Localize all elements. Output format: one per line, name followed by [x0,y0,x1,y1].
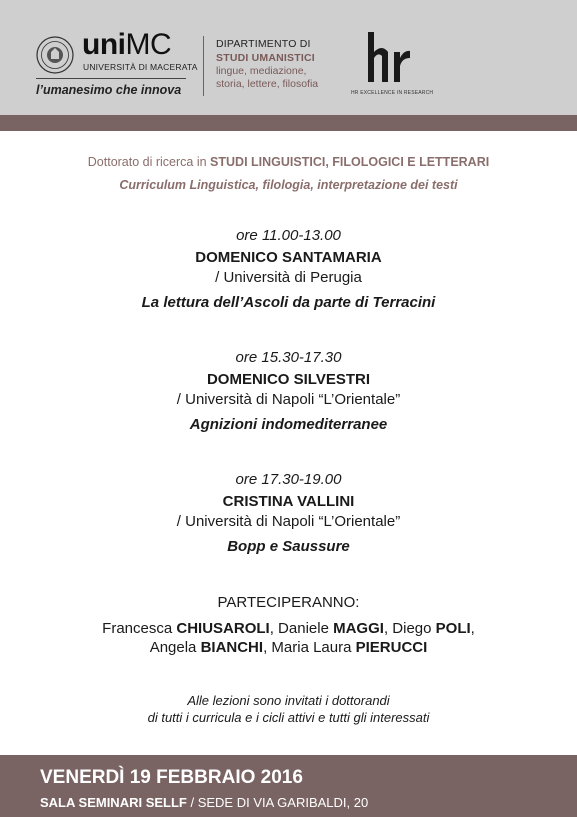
curriculum-title: Curriculum Linguistica, filologia, interpretazione dei testi [119,178,458,192]
speaker-affiliation: / Università di Perugia [215,269,362,286]
university-name: UNIVERSITÀ DI MACERATA [83,62,198,72]
department-name: STUDI UMANISTICI [216,52,315,64]
invitation-note-1: Alle lezioni sono invitati i dottorandi [187,693,390,708]
hr-excellence-logo-icon [362,30,414,86]
session-time: ore 15.30-17.30 [235,349,342,366]
lecture-title: La lettura dell’Ascoli da parte di Terracini [141,294,436,311]
accent-band [0,115,577,131]
speaker-name: CRISTINA VALLINI [222,493,355,510]
session-3 [0,469,577,562]
department-label: DIPARTIMENTO DI [216,38,311,50]
participants-line-2: Angela BIANCHI, Maria Laura PIERUCCI [149,639,428,656]
session-time: ore 17.30-19.00 [235,471,342,488]
invitation-note-2: di tutti i curricula e i cicli attivi e tutti gli interessati [147,710,430,725]
participants-heading: PARTECIPERANNO: [217,594,360,611]
program-title: Dottorato di ricerca in STUDI LINGUISTICI, FILOLOGICI E LETTERARI [87,155,490,169]
event-date: VENERDÌ 19 FEBBRAIO 2016 [40,767,303,788]
speaker-name: DOMENICO SILVESTRI [206,371,371,388]
participants-line-1: Francesca CHIUSAROLI, Daniele MAGGI, Diego POLI, [102,620,475,637]
session-1 [0,225,577,318]
session-time: ore 11.00-13.00 [236,227,341,244]
department-subjects-2: storia, lettere, filosofia [216,78,319,90]
department-subjects-1: lingue, mediazione, [216,65,307,77]
university-motto: l’umanesimo che innova [36,83,182,97]
university-seal-icon [36,36,74,74]
speaker-name: DOMENICO SANTAMARIA [195,249,382,266]
lecture-title: Bopp e Saussure [227,538,350,555]
header-divider [203,36,204,96]
logo-divider [36,78,186,79]
session-2 [0,347,577,440]
hr-caption: HR EXCELLENCE IN RESEARCH [351,90,434,96]
lecture-title: Agnizioni indomediterranee [189,416,388,433]
speaker-affiliation: / Università di Napoli “L’Orientale” [176,513,401,530]
speaker-affiliation: / Università di Napoli “L’Orientale” [176,391,401,408]
unimc-logo: uniMC [82,28,172,61]
event-venue: SALA SEMINARI SELLF / SEDE DI VIA GARIBALDI, 20 [40,795,369,810]
